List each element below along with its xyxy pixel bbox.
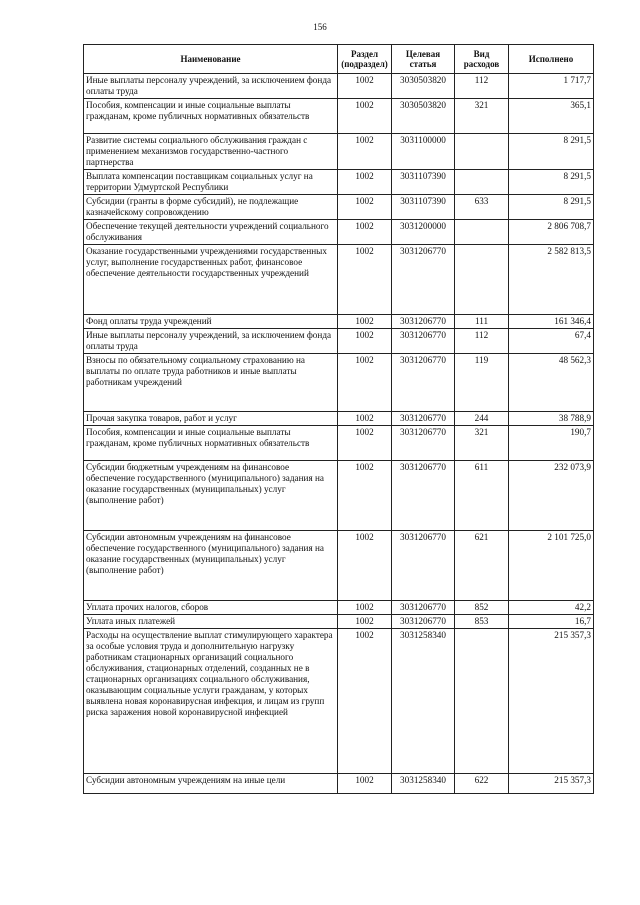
row-kind-cell: 633: [455, 195, 509, 220]
table-row: [84, 134, 594, 170]
row-amount-cell: 38 788,9: [509, 412, 594, 426]
row-name-cell: Иные выплаты персоналу учреждений, за исключением фонда оплаты труда: [84, 74, 338, 99]
row-name-cell: Оказание государственными учреждениями государственных услуг, выполнение государственных работ, финансовое обеспечение деятельности государственных учреждений: [84, 245, 338, 315]
row-section-cell: 1002: [338, 629, 392, 774]
row-kind-cell: 112: [455, 329, 509, 354]
row-name-cell: Развитие системы социального обслуживания граждан с применением механизмов государственно-частного партнерства: [84, 134, 338, 170]
row-section-cell: 1002: [338, 134, 392, 170]
row-kind-cell: [455, 245, 509, 315]
row-section-cell: 1002: [338, 220, 392, 245]
row-kind-cell: [455, 220, 509, 245]
row-article-cell: 3031107390: [392, 170, 455, 195]
row-amount-cell: 215 357,3: [509, 629, 594, 774]
row-article-cell: 3031206770: [392, 601, 455, 615]
row-kind-cell: 621: [455, 531, 509, 601]
table-row: [84, 615, 594, 629]
table-row: [84, 315, 594, 329]
row-amount-cell: 161 346,4: [509, 315, 594, 329]
row-amount-cell: 365,1: [509, 99, 594, 134]
row-amount-cell: 16,7: [509, 615, 594, 629]
row-section-cell: 1002: [338, 74, 392, 99]
row-kind-cell: 611: [455, 461, 509, 531]
header-name: Наименование: [84, 45, 338, 74]
row-section-cell: 1002: [338, 774, 392, 794]
row-amount-cell: 2 806 708,7: [509, 220, 594, 245]
row-name-cell: Выплата компенсации поставщикам социальных услуг на территории Удмуртской Республики: [84, 170, 338, 195]
row-name-cell: Расходы на осуществление выплат стимулирующего характера за особые условия труда и дополнительную нагрузку работникам стационарных организаций социального обслуживания, стационарных отделений, созданных не в стационарных организациях социального обслуживания, оказывающим социальные услуги гражданам, у которых выявлена новая коронавирусная инфекция, и лицам из групп риска заражения новой коронавирусной инфекцией: [84, 629, 338, 774]
row-name-cell: Субсидии автономным учреждениям на иные цели: [84, 774, 338, 794]
table-row: [84, 461, 594, 531]
row-section-cell: 1002: [338, 245, 392, 315]
row-section-cell: 1002: [338, 354, 392, 412]
row-section-cell: 1002: [338, 461, 392, 531]
row-kind-cell: [455, 629, 509, 774]
row-amount-cell: 42,2: [509, 601, 594, 615]
row-section-cell: 1002: [338, 601, 392, 615]
row-amount-cell: 48 562,3: [509, 354, 594, 412]
row-section-cell: 1002: [338, 315, 392, 329]
row-amount-cell: 2 582 813,5: [509, 245, 594, 315]
row-amount-cell: 215 357,3: [509, 774, 594, 794]
row-name-cell: Пособия, компенсации и иные социальные выплаты гражданам, кроме публичных нормативных обязательств: [84, 99, 338, 134]
row-article-cell: 3031100000: [392, 134, 455, 170]
row-article-cell: 3031206770: [392, 354, 455, 412]
expenditure-table: [83, 44, 594, 794]
row-name-cell: Фонд оплаты труда учреждений: [84, 315, 338, 329]
table-row: [84, 354, 594, 412]
row-kind-cell: 119: [455, 354, 509, 412]
row-section-cell: 1002: [338, 329, 392, 354]
row-article-cell: 3031206770: [392, 412, 455, 426]
row-name-cell: Субсидии бюджетным учреждениям на финансовое обеспечение государственного (муниципального) задания на оказание государственных (муниципальных) услуг (выполнение работ): [84, 461, 338, 531]
row-name-cell: Взносы по обязательному социальному страхованию на выплаты по оплате труда работников и иные выплаты работникам учреждений: [84, 354, 338, 412]
row-article-cell: 3031200000: [392, 220, 455, 245]
header-article: Целевая статья: [392, 45, 455, 74]
page-number: 156: [313, 22, 327, 32]
row-section-cell: 1002: [338, 426, 392, 461]
table-row: [84, 220, 594, 245]
table-row: [84, 99, 594, 134]
row-name-cell: Обеспечение текущей деятельности учреждений социального обслуживания: [84, 220, 338, 245]
row-article-cell: 3031206770: [392, 615, 455, 629]
table-row: [84, 245, 594, 315]
row-article-cell: 3031206770: [392, 531, 455, 601]
row-article-cell: 3031107390: [392, 195, 455, 220]
row-kind-cell: 853: [455, 615, 509, 629]
table-row: [84, 195, 594, 220]
table-row: [84, 629, 594, 774]
row-amount-cell: 1 717,7: [509, 74, 594, 99]
row-kind-cell: 321: [455, 426, 509, 461]
row-article-cell: 3031206770: [392, 245, 455, 315]
header-section: Раздел (подраздел): [338, 45, 392, 74]
table-row: [84, 774, 594, 794]
row-amount-cell: 190,7: [509, 426, 594, 461]
row-kind-cell: 244: [455, 412, 509, 426]
row-kind-cell: 111: [455, 315, 509, 329]
table-row: [84, 329, 594, 354]
row-section-cell: 1002: [338, 195, 392, 220]
row-section-cell: 1002: [338, 412, 392, 426]
row-name-cell: Прочая закупка товаров, работ и услуг: [84, 412, 338, 426]
header-executed: Исполнено: [509, 45, 594, 74]
row-article-cell: 3031206770: [392, 461, 455, 531]
row-kind-cell: [455, 134, 509, 170]
row-amount-cell: 8 291,5: [509, 195, 594, 220]
table-row: [84, 74, 594, 99]
row-article-cell: 3031206770: [392, 329, 455, 354]
table-body: [84, 74, 594, 794]
row-name-cell: Субсидии автономным учреждениям на финансовое обеспечение государственного (муниципального) задания на оказание государственных (муниципальных) услуг (выполнение работ): [84, 531, 338, 601]
row-amount-cell: 232 073,9: [509, 461, 594, 531]
table-row: [84, 426, 594, 461]
row-name-cell: Уплата иных платежей: [84, 615, 338, 629]
table-row: [84, 170, 594, 195]
row-section-cell: 1002: [338, 170, 392, 195]
table-row: [84, 531, 594, 601]
row-section-cell: 1002: [338, 531, 392, 601]
row-article-cell: 3031258340: [392, 629, 455, 774]
row-kind-cell: 321: [455, 99, 509, 134]
row-article-cell: 3031206770: [392, 426, 455, 461]
row-amount-cell: 8 291,5: [509, 170, 594, 195]
row-amount-cell: 8 291,5: [509, 134, 594, 170]
row-article-cell: 3030503820: [392, 74, 455, 99]
row-name-cell: Иные выплаты персоналу учреждений, за исключением фонда оплаты труда: [84, 329, 338, 354]
header-kind: Вид расходов: [455, 45, 509, 74]
row-kind-cell: [455, 170, 509, 195]
row-name-cell: Субсидии (гранты в форме субсидий), не подлежащие казначейскому сопровождению: [84, 195, 338, 220]
row-section-cell: 1002: [338, 615, 392, 629]
row-name-cell: Пособия, компенсации и иные социальные выплаты гражданам, кроме публичных нормативных обязательств: [84, 426, 338, 461]
row-section-cell: 1002: [338, 99, 392, 134]
row-kind-cell: 622: [455, 774, 509, 794]
row-amount-cell: 67,4: [509, 329, 594, 354]
row-article-cell: 3031258340: [392, 774, 455, 794]
row-article-cell: 3031206770: [392, 315, 455, 329]
table-row: [84, 601, 594, 615]
row-article-cell: 3030503820: [392, 99, 455, 134]
table-row: [84, 412, 594, 426]
row-kind-cell: 852: [455, 601, 509, 615]
table-header-row: [84, 45, 594, 74]
row-amount-cell: 2 101 725,0: [509, 531, 594, 601]
row-name-cell: Уплата прочих налогов, сборов: [84, 601, 338, 615]
row-kind-cell: 112: [455, 74, 509, 99]
